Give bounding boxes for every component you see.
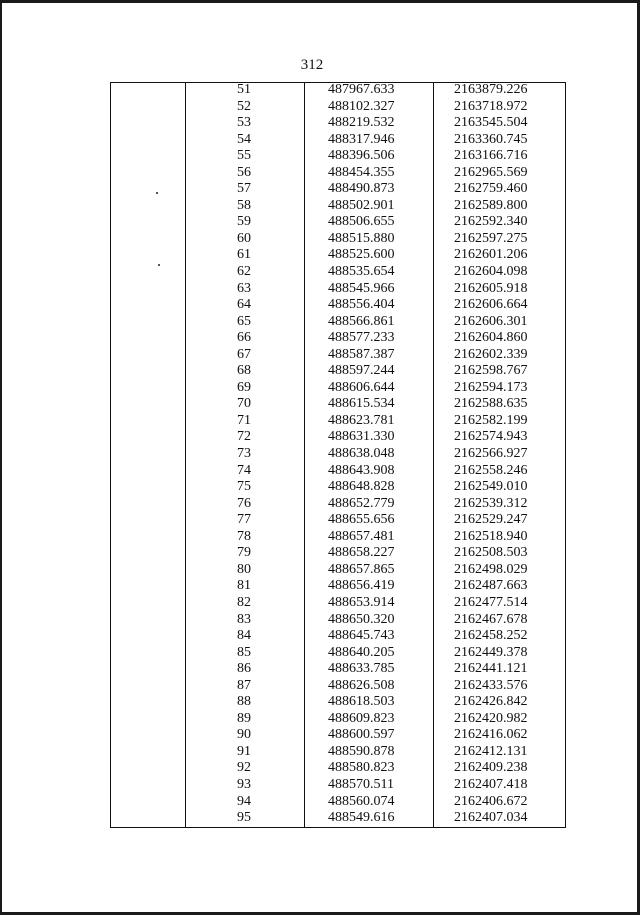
y-coordinate-cell: 2162449.378: [454, 644, 528, 660]
point-number-cell: 76: [237, 495, 251, 511]
x-coordinate-cell: 488515.880: [328, 230, 395, 246]
point-number-cell: 70: [237, 396, 251, 412]
x-coordinate-cell: 488317.946: [328, 131, 395, 147]
x-coordinate-cell: 488580.823: [328, 760, 395, 776]
y-coordinate-cell: 2162606.301: [454, 313, 528, 329]
table-row: [110, 314, 566, 331]
x-coordinate-cell: 488633.785: [328, 661, 395, 677]
table-row: [110, 545, 566, 562]
point-number-cell: 71: [237, 412, 251, 428]
point-number-cell: 74: [237, 462, 251, 478]
point-number-cell: 73: [237, 446, 251, 462]
table-row: [110, 529, 566, 546]
table-row: [110, 231, 566, 248]
y-coordinate-cell: 2162597.275: [454, 230, 528, 246]
y-coordinate-cell: 2162604.860: [454, 330, 528, 346]
table-row: [110, 429, 566, 446]
y-coordinate-cell: 2163879.226: [454, 82, 528, 97]
point-number-cell: 52: [237, 98, 251, 114]
x-coordinate-cell: 488570.511: [328, 776, 394, 792]
table-row: [110, 810, 566, 827]
y-coordinate-cell: 2162407.034: [454, 810, 528, 826]
point-number-cell: 92: [237, 760, 251, 776]
point-number-cell: 63: [237, 280, 251, 296]
y-coordinate-cell: 2162582.199: [454, 412, 528, 428]
table-row: [110, 330, 566, 347]
table-row: [110, 446, 566, 463]
y-coordinate-cell: 2162589.800: [454, 197, 528, 213]
x-coordinate-cell: 488609.823: [328, 710, 395, 726]
table-row: [110, 661, 566, 678]
y-coordinate-cell: 2162759.460: [454, 181, 528, 197]
table-row: [110, 148, 566, 165]
y-coordinate-cell: 2162594.173: [454, 379, 528, 395]
table-row: [110, 363, 566, 380]
x-coordinate-cell: 488560.074: [328, 793, 395, 809]
point-number-cell: 67: [237, 346, 251, 362]
point-number-cell: 94: [237, 793, 251, 809]
point-number-cell: 89: [237, 710, 251, 726]
table-row: [110, 264, 566, 281]
x-coordinate-cell: 488626.508: [328, 677, 395, 693]
table-row: [110, 198, 566, 215]
y-coordinate-cell: 2162588.635: [454, 396, 528, 412]
table-row: [110, 578, 566, 595]
x-coordinate-cell: 488102.327: [328, 98, 395, 114]
x-coordinate-cell: 488566.861: [328, 313, 395, 329]
x-coordinate-cell: 488454.355: [328, 164, 395, 180]
point-number-cell: 79: [237, 545, 251, 561]
y-coordinate-cell: 2163545.504: [454, 115, 528, 131]
x-coordinate-cell: 488506.655: [328, 214, 395, 230]
table-body: [110, 82, 566, 827]
scan-border-left: [0, 0, 2, 915]
y-coordinate-cell: 2162606.664: [454, 297, 528, 313]
point-number-cell: 60: [237, 230, 251, 246]
x-coordinate-cell: 487967.633: [328, 82, 395, 97]
point-number-cell: 69: [237, 379, 251, 395]
point-number-cell: 80: [237, 561, 251, 577]
point-number-cell: 86: [237, 661, 251, 677]
point-number-cell: 95: [237, 810, 251, 826]
x-coordinate-cell: 488490.873: [328, 181, 395, 197]
table-row: [110, 82, 566, 99]
y-coordinate-cell: 2162420.982: [454, 710, 528, 726]
y-coordinate-cell: 2162604.098: [454, 264, 528, 280]
x-coordinate-cell: 488587.387: [328, 346, 395, 362]
point-number-cell: 55: [237, 148, 251, 164]
table-row: [110, 181, 566, 198]
x-coordinate-cell: 488645.743: [328, 628, 395, 644]
y-coordinate-cell: 2162566.927: [454, 446, 528, 462]
y-coordinate-cell: 2162558.246: [454, 462, 528, 478]
table-row: [110, 115, 566, 132]
x-coordinate-cell: 488600.597: [328, 727, 395, 743]
y-coordinate-cell: 2162477.514: [454, 594, 528, 610]
point-number-cell: 85: [237, 644, 251, 660]
point-number-cell: 53: [237, 115, 251, 131]
y-coordinate-cell: 2162407.418: [454, 776, 528, 792]
y-coordinate-cell: 2162605.918: [454, 280, 528, 296]
y-coordinate-cell: 2162529.247: [454, 512, 528, 528]
table-row: [110, 479, 566, 496]
table-row: [110, 165, 566, 182]
x-coordinate-cell: 488650.320: [328, 611, 395, 627]
point-number-cell: 82: [237, 594, 251, 610]
x-coordinate-cell: 488556.404: [328, 297, 395, 313]
y-coordinate-cell: 2162592.340: [454, 214, 528, 230]
table-row: [110, 628, 566, 645]
point-number-cell: 57: [237, 181, 251, 197]
point-number-cell: 75: [237, 479, 251, 495]
table-row: [110, 595, 566, 612]
x-coordinate-cell: 488657.481: [328, 528, 395, 544]
scan-border-top: [0, 0, 640, 3]
y-coordinate-cell: 2162409.238: [454, 760, 528, 776]
x-coordinate-cell: 488502.901: [328, 197, 395, 213]
table-row: [110, 645, 566, 662]
y-coordinate-cell: 2162426.842: [454, 694, 528, 710]
table-row: [110, 99, 566, 116]
point-number-cell: 87: [237, 677, 251, 693]
x-coordinate-cell: 488525.600: [328, 247, 395, 263]
x-coordinate-cell: 488623.781: [328, 412, 395, 428]
y-coordinate-cell: 2162965.569: [454, 164, 528, 180]
point-number-cell: 51: [237, 82, 251, 97]
table-row: [110, 396, 566, 413]
x-coordinate-cell: 488590.878: [328, 743, 395, 759]
x-coordinate-cell: 488653.914: [328, 594, 395, 610]
y-coordinate-cell: 2162574.943: [454, 429, 528, 445]
x-coordinate-cell: 488652.779: [328, 495, 395, 511]
point-number-cell: 91: [237, 743, 251, 759]
y-coordinate-cell: 2162498.029: [454, 561, 528, 577]
point-number-cell: 88: [237, 694, 251, 710]
table-row: [110, 744, 566, 761]
table-row: [110, 777, 566, 794]
x-coordinate-cell: 488656.419: [328, 578, 395, 594]
table-row: [110, 496, 566, 513]
table-row: [110, 380, 566, 397]
y-coordinate-cell: 2162602.339: [454, 346, 528, 362]
y-coordinate-cell: 2162458.252: [454, 628, 528, 644]
x-coordinate-cell: 488638.048: [328, 446, 395, 462]
point-number-cell: 90: [237, 727, 251, 743]
point-number-cell: 54: [237, 131, 251, 147]
y-coordinate-cell: 2162601.206: [454, 247, 528, 263]
x-coordinate-cell: 488658.227: [328, 545, 395, 561]
table-row: [110, 711, 566, 728]
table-row: [110, 297, 566, 314]
table-row: [110, 760, 566, 777]
point-number-cell: 59: [237, 214, 251, 230]
y-coordinate-cell: 2162416.062: [454, 727, 528, 743]
y-coordinate-cell: 2162433.576: [454, 677, 528, 693]
x-coordinate-cell: 488657.865: [328, 561, 395, 577]
table-row: [110, 247, 566, 264]
x-coordinate-cell: 488577.233: [328, 330, 395, 346]
point-number-cell: 84: [237, 628, 251, 644]
y-coordinate-cell: 2162508.503: [454, 545, 528, 561]
point-number-cell: 61: [237, 247, 251, 263]
x-coordinate-cell: 488648.828: [328, 479, 395, 495]
table-row: [110, 463, 566, 480]
x-coordinate-cell: 488615.534: [328, 396, 395, 412]
point-number-cell: 62: [237, 264, 251, 280]
y-coordinate-cell: 2162467.678: [454, 611, 528, 627]
x-coordinate-cell: 488631.330: [328, 429, 395, 445]
x-coordinate-cell: 488640.205: [328, 644, 395, 660]
y-coordinate-cell: 2162539.312: [454, 495, 528, 511]
x-coordinate-cell: 488545.966: [328, 280, 395, 296]
point-number-cell: 81: [237, 578, 251, 594]
table-row: [110, 562, 566, 579]
x-coordinate-cell: 488549.616: [328, 810, 395, 826]
point-number-cell: 66: [237, 330, 251, 346]
x-coordinate-cell: 488219.532: [328, 115, 395, 131]
point-number-cell: 77: [237, 512, 251, 528]
point-number-cell: 58: [237, 197, 251, 213]
y-coordinate-cell: 2163360.745: [454, 131, 528, 147]
x-coordinate-cell: 488655.656: [328, 512, 395, 528]
point-number-cell: 68: [237, 363, 251, 379]
x-coordinate-cell: 488643.908: [328, 462, 395, 478]
table-row: [110, 347, 566, 364]
point-number-cell: 65: [237, 313, 251, 329]
y-coordinate-cell: 2162549.010: [454, 479, 528, 495]
table-row: [110, 413, 566, 430]
point-number-cell: 72: [237, 429, 251, 445]
page-number: 312: [300, 57, 324, 73]
y-coordinate-cell: 2162518.940: [454, 528, 528, 544]
table-row: [110, 678, 566, 695]
x-coordinate-cell: 488597.244: [328, 363, 395, 379]
y-coordinate-cell: 2162441.121: [454, 661, 528, 677]
point-number-cell: 93: [237, 776, 251, 792]
table-row: [110, 612, 566, 629]
x-coordinate-cell: 488606.644: [328, 379, 395, 395]
point-number-cell: 78: [237, 528, 251, 544]
y-coordinate-cell: 2162487.663: [454, 578, 528, 594]
table-row: [110, 694, 566, 711]
point-number-cell: 56: [237, 164, 251, 180]
y-coordinate-cell: 2162412.131: [454, 743, 528, 759]
point-number-cell: 83: [237, 611, 251, 627]
table-row: [110, 512, 566, 529]
y-coordinate-cell: 2163166.716: [454, 148, 528, 164]
table-row: [110, 281, 566, 298]
point-number-cell: 64: [237, 297, 251, 313]
y-coordinate-cell: 2162406.672: [454, 793, 528, 809]
x-coordinate-cell: 488535.654: [328, 264, 395, 280]
y-coordinate-cell: 2162598.767: [454, 363, 528, 379]
table-row: [110, 132, 566, 149]
y-coordinate-cell: 2163718.972: [454, 98, 528, 114]
table-row: [110, 794, 566, 811]
x-coordinate-cell: 488618.503: [328, 694, 395, 710]
x-coordinate-cell: 488396.506: [328, 148, 395, 164]
table-row: [110, 727, 566, 744]
table-row: [110, 214, 566, 231]
